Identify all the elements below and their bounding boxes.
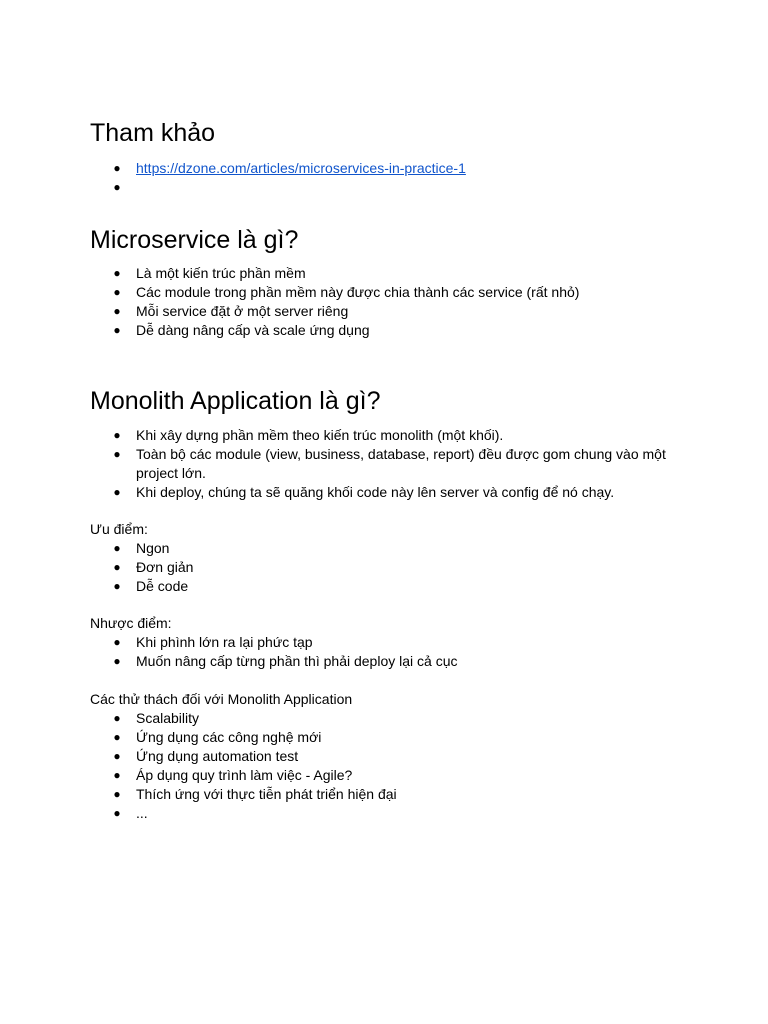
bullet-icon: ● bbox=[113, 304, 121, 318]
references-list-block bbox=[90, 159, 690, 194]
references-heading: Tham khảo bbox=[90, 119, 216, 147]
microservice-section bbox=[90, 225, 690, 255]
monolith-section bbox=[90, 386, 690, 416]
reference-link[interactable]: https://dzone.com/articles/microservices-in-practice-1 bbox=[136, 160, 466, 176]
bullet-icon: ● bbox=[113, 806, 121, 820]
list-item: ● Toàn bộ các module (view, business, database, report) đều được gom chung vào một project lớn. bbox=[113, 446, 666, 481]
list-item: ● Khi phình lớn ra lại phức tạp bbox=[113, 634, 313, 650]
list-item: ● Đơn giản bbox=[113, 559, 194, 575]
bullet-icon: ● bbox=[113, 285, 121, 299]
bullet-icon: ● bbox=[113, 485, 121, 499]
bullet-icon: ● bbox=[113, 180, 121, 194]
list-item: ● Ứng dụng automation test bbox=[113, 748, 299, 764]
bullet-icon: ● bbox=[113, 266, 121, 280]
bullet-icon: ● bbox=[113, 560, 121, 574]
pros-label: Ưu điểm: bbox=[90, 521, 148, 537]
list-item: ● Áp dụng quy trình làm việc - Agile? bbox=[113, 767, 353, 783]
bullet-icon: ● bbox=[113, 541, 121, 555]
list-item: ● Thích ứng với thực tiễn phát triển hiện đại bbox=[113, 786, 397, 802]
microservice-list-block bbox=[90, 264, 690, 340]
microservice-heading: Microservice là gì? bbox=[90, 226, 299, 254]
cons-label: Nhược điểm: bbox=[90, 615, 172, 631]
monolith-heading: Monolith Application là gì? bbox=[90, 387, 381, 415]
bullet-icon: ● bbox=[113, 161, 121, 175]
bullet-icon: ● bbox=[113, 447, 121, 461]
list-item: ● Ứng dụng các công nghệ mới bbox=[113, 729, 322, 745]
list-item: ● Dễ code bbox=[113, 578, 189, 594]
references-list bbox=[90, 159, 690, 194]
microservice-list bbox=[90, 264, 690, 340]
list-item: ● Dễ dàng nâng cấp và scale ứng dụng bbox=[113, 322, 370, 338]
list-item: ● Khi deploy, chúng ta sẽ quăng khối code này lên server và config để nó chạy. bbox=[113, 484, 615, 500]
list-item bbox=[90, 159, 690, 178]
cons-list bbox=[90, 633, 690, 671]
list-item: ● Các module trong phần mềm này được chia thành các service (rất nhỏ) bbox=[113, 284, 580, 300]
pros-section bbox=[90, 520, 690, 596]
bullet-icon: ● bbox=[113, 579, 121, 593]
bullet-icon: ● bbox=[113, 654, 121, 668]
list-item: ● ... bbox=[113, 805, 148, 821]
bullet-icon: ● bbox=[113, 730, 121, 744]
bullet-icon: ● bbox=[113, 323, 121, 337]
cons-section bbox=[90, 614, 690, 671]
bullet-icon: ● bbox=[113, 428, 121, 442]
list-item: ● Mỗi service đặt ở một server riêng bbox=[113, 303, 349, 319]
list-item: ● Scalability bbox=[113, 710, 200, 726]
list-item: ● Khi xây dựng phần mềm theo kiến trúc monolith (một khối). bbox=[113, 427, 504, 443]
bullet-icon: ● bbox=[113, 787, 121, 801]
monolith-list-block bbox=[90, 426, 690, 502]
bullet-icon: ● bbox=[113, 749, 121, 763]
pros-list bbox=[90, 539, 690, 596]
bullet-icon: ● bbox=[113, 768, 121, 782]
references-section bbox=[90, 118, 690, 148]
challenges-list bbox=[90, 709, 690, 823]
bullet-icon: ● bbox=[113, 635, 121, 649]
bullet-icon: ● bbox=[113, 711, 121, 725]
list-item: ● Là một kiến trúc phần mềm bbox=[113, 265, 306, 281]
challenges-label: Các thử thách đối với Monolith Application bbox=[90, 691, 353, 707]
list-item: ● Ngon bbox=[113, 540, 170, 556]
list-item: ● Muốn nâng cấp từng phần thì phải deploy lại cả cục bbox=[113, 653, 458, 669]
monolith-list bbox=[90, 426, 690, 502]
challenges-section bbox=[90, 690, 690, 823]
